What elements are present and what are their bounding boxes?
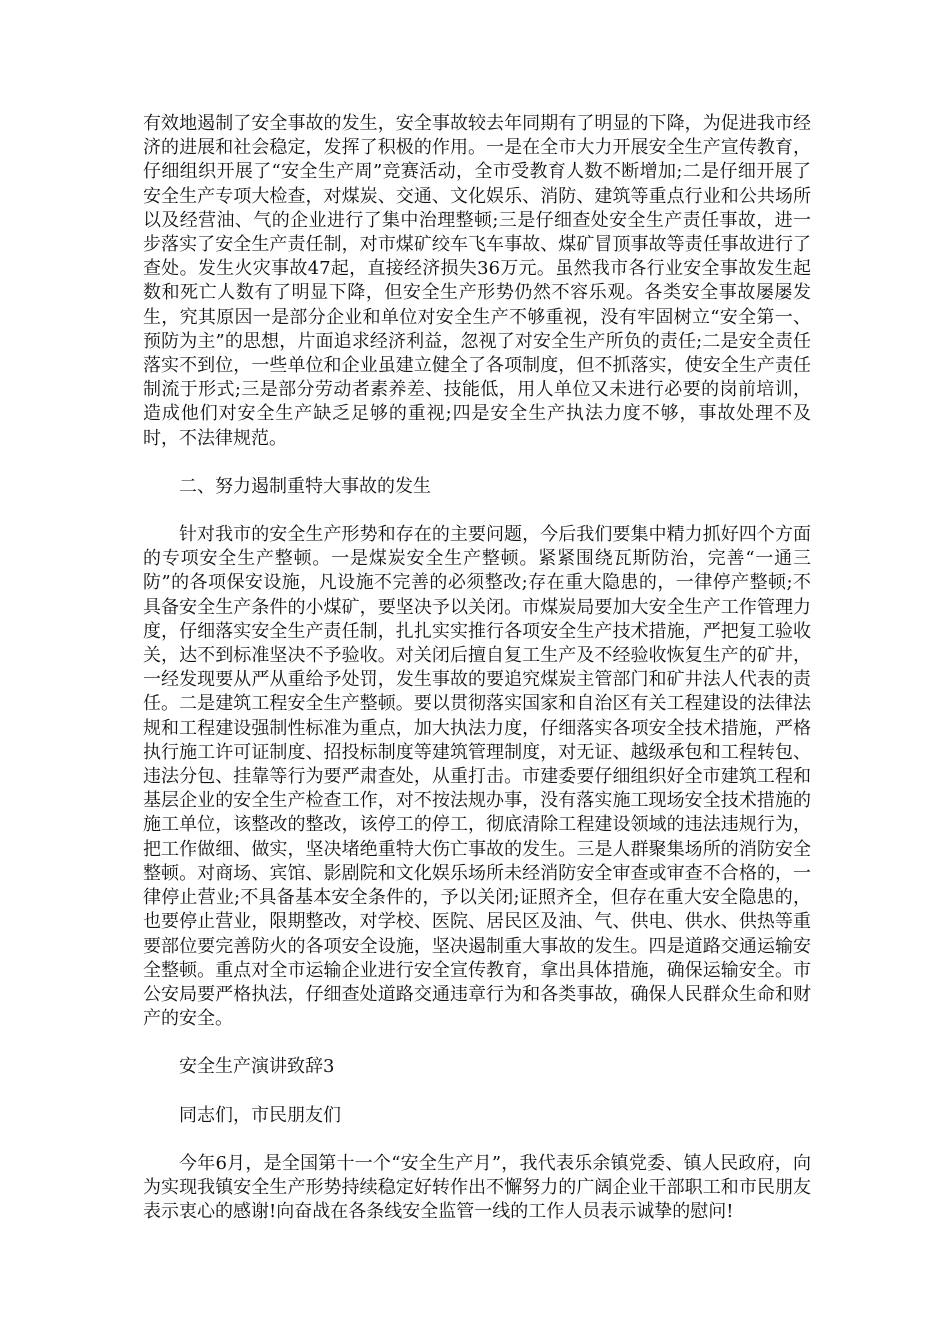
salutation: 同志们，市民朋友们: [179, 1104, 341, 1126]
document-page: [143, 112, 811, 1248]
paragraph-1: 有效地遏制了安全事故的发生，安全事故较去年同期有了明显的下降，为促进我市经济的进展和社会稳定，发挥了积极的作用。一是在全市大力开展安全生产宣传教育，仔细组织开展了“安全生产周”竞赛活动，全市受教育人数不断增加;二是仔细开展了安全生产专项大检查，对煤炭、交通、文化娱乐、消防、建筑等重点行业和公共场所以及经营油、气的企业进行了集中治理整顿;三是仔细查处安全生产责任事故，进一步落实了安全生产责任制，对市煤矿绞车飞车事故、煤矿冒顶事故等责任事故进行了查处。发生火灾事故47起，直接经济损失36万元。虽然我市各行业安全事故发生起数和死亡人数有了明显下降，但安全生产形势仍然不容乐观。各类安全事故屡屡发生，究其原因一是部分企业和单位对安全生产不够重视，没有牢固树立“安全第一、预防为主”的思想，片面追求经济利益，忽视了对安全生产所负的责任;二是安全责任落实不到位，一些单位和企业虽建立健全了各项制度，但不抓落实，使安全生产责任制流于形式;三是部分劳动者素养差、技能低，用人单位又未进行必要的岗前培训，造成他们对安全生产缺乏足够的重视;四是安全生产执法力度不够，事故处理不及时，不法律规范。: [143, 113, 811, 449]
paragraph-2: 针对我市的安全生产形势和存在的主要问题，今后我们要集中精力抓好四个方面的专项安全生产整顿。一是煤炭安全生产整顿。紧紧围绕瓦斯防治，完善“一通三防”的各项保安设施，凡设施不完善的必须整改;存在重大隐患的，一律停产整顿;不具备安全生产条件的小煤矿，要坚决予以关闭。市煤炭局要加大安全生产工作管理力度，仔细落实安全生产责任制，扎扎实实推行各项安全生产技术措施，严把复工验收关，达不到标准坚决不予验收。对关闭后擅自复工生产及不经验收恢复生产的矿井，一经发现要从严从重给予处罚，发生事故的要追究煤炭主管部门和矿井法人代表的责任。二是建筑工程安全生产整顿。要以贯彻落实国家和自治区有关工程建设的法律法规和工程建设强制性标准为重点，加大执法力度，仔细落实各项安全技术措施，严格执行施工许可证制度、招投标制度等建筑管理制度，对无证、越级承包和工程转包、违法分包、挂靠等行为要严肃查处，从重打击。市建委要仔细组织好全市建筑工程和基层企业的安全生产检查工作，对不按法规办事，没有落实施工现场安全技术措施的施工单位，该整改的整改，该停工的停工，彻底清除工程建设领域的违法违规行为，把工作做细、做实，坚决堵绝重特大伤亡事故的发生。三是人群聚集场所的消防安全整顿。对商场、宾馆、影剧院和文化娱乐场所未经消防安全审查或审查不合格的，一律停止营业;不具备基本安全条件的，予以关闭;证照齐全，但存在重大安全隐患的，也要停止营业，限期整改，对学校、医院、居民区及油、气、供电、供水、供热等重要部位要完善防火的各项安全设施，坚决遏制重大事故的发生。四是道路交通运输安全整顿。重点对全市运输企业进行安全宣传教育，拿出具体措施，确保运输安全。市公安局要严格执法，仔细查处道路交通违章行为和各类事故，确保人民群众生命和财产的安全。: [143, 524, 811, 1030]
speech-title-3: 安全生产演讲致辞3: [179, 1056, 335, 1078]
paragraph-3: 今年6月，是全国第十一个“安全生产月”，我代表乐余镇党委、镇人民政府，向为实现我镇安全生产形势持续稳定好转作出不懈努力的广阔企业干部职工和市民朋友表示衷心的感谢!向奋战在各条线安全监管一线的工作人员表示诚挚的慰问!: [143, 1152, 811, 1223]
section-heading-2: 二、努力遏制重特大事故的发生: [179, 475, 431, 497]
